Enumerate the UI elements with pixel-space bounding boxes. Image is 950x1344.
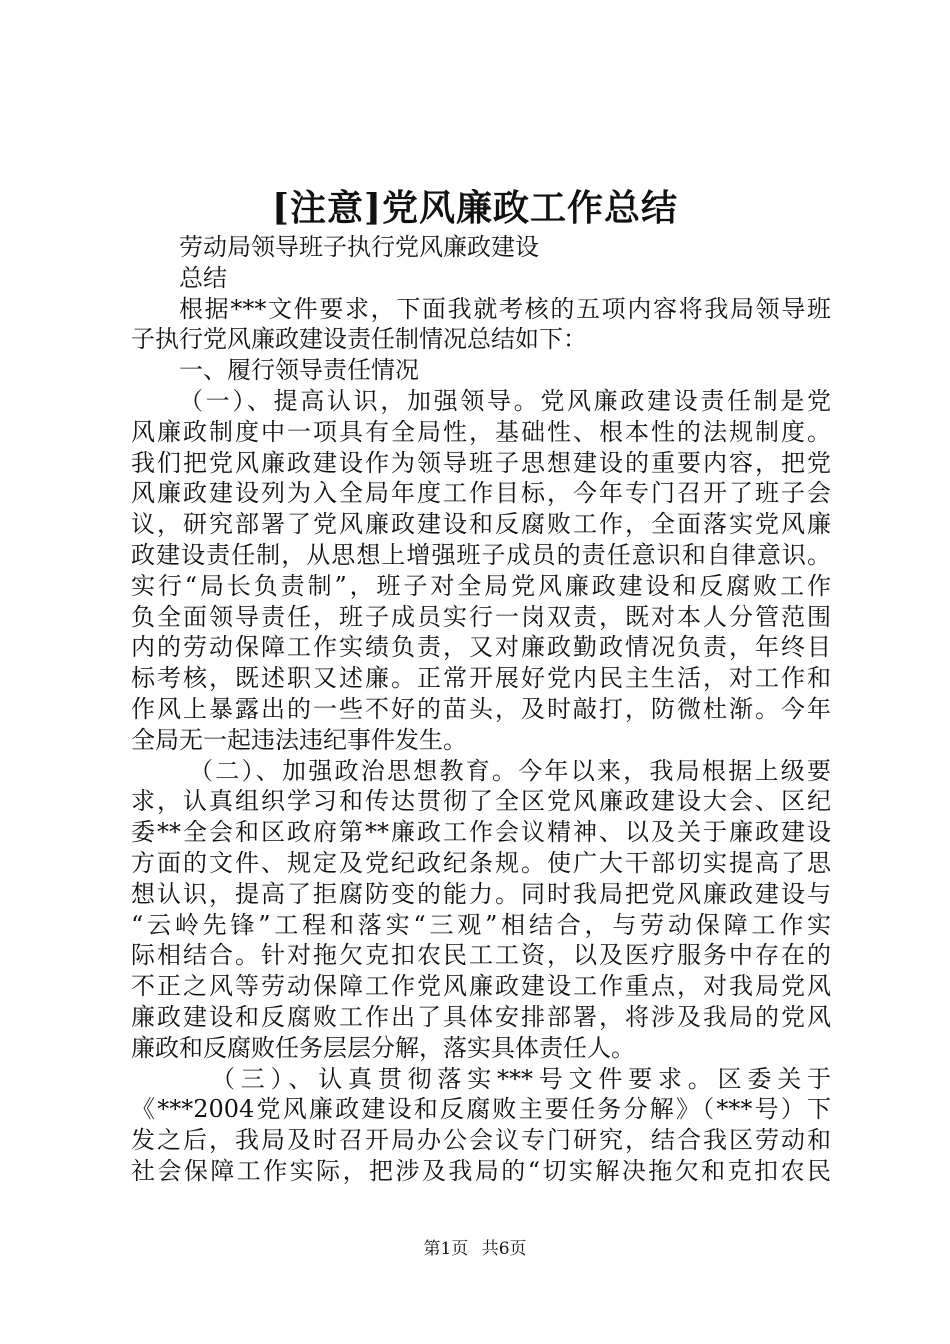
text-line: 廉政和反腐败任务层层分解，落实具体责任人。 xyxy=(131,1033,635,1062)
text-line: 委**全会和区政府第**廉政工作会议精神、以及关于廉政建设 xyxy=(131,818,831,847)
text-line: 标考核，既述职又述廉。正常开展好党内民主生活，对工作和 xyxy=(131,664,831,693)
text-line: 求，认真组织学习和传达贯彻了全区党风廉政建设大会、区纪 xyxy=(131,787,831,816)
text-line: 根据***文件要求，下面我就考核的五项内容将我局领导班 xyxy=(179,294,831,323)
text-line: 际相结合。针对拖欠克扣农民工工资，以及医疗服务中存在的 xyxy=(131,941,831,970)
text-line: 政建设责任制，从思想上增强班子成员的责任意识和自律意识。 xyxy=(131,540,831,569)
text-line: 发之后，我局及时召开局办公会议专门研究，结合我区劳动和 xyxy=(131,1126,831,1155)
text-line: 实行“局长负责制”，班子对全局党风廉政建设和反腐败工作 xyxy=(131,571,831,600)
text-line: 全局无一起违法违纪事件发生。 xyxy=(131,725,467,754)
page-number: 第1页 xyxy=(423,1239,469,1259)
text-line: 劳动局领导班子执行党风廉政建设 xyxy=(179,233,539,261)
text-line: “云岭先锋”工程和落实“三观”相结合，与劳动保障工作实 xyxy=(131,910,831,939)
text-line: 不正之风等劳动保障工作党风廉政建设工作重点，对我局党风 xyxy=(131,972,831,1001)
text-line: 作风上暴露出的一些不好的苗头，及时敲打，防微杜渐。今年 xyxy=(131,694,831,723)
text-line: 风廉政建设列为入全局年度工作目标，今年专门召开了班子会 xyxy=(131,479,831,508)
text-line: 想认识，提高了拒腐防变的能力。同时我局把党风廉政建设与 xyxy=(131,879,831,908)
text-line: 风廉政制度中一项具有全局性，基础性、根本性的法规制度。 xyxy=(131,417,831,446)
text-line: 负全面领导责任，班子成员实行一岗双责，既对本人分管范围 xyxy=(131,602,831,631)
text-line: （三）、认真贯彻落实***号文件要求。区委关于 xyxy=(211,1064,831,1093)
text-line: （二）、加强政治思想教育。今年以来，我局根据上级要 xyxy=(189,756,831,785)
text-line: 廉政建设和反腐败工作出了具体安排部署，将涉及我局的党风 xyxy=(131,1002,831,1031)
text-line: 方面的文件、规定及党纪政纪条规。使广大干部切实提高了思 xyxy=(131,848,831,877)
text-line: 社会保障工作实际，把涉及我局的“切实解决拖欠和克扣农民 xyxy=(131,1156,831,1185)
page-footer xyxy=(0,1237,950,1261)
text-line: 内的劳动保障工作实绩负责，又对廉政勤政情况负责，年终目 xyxy=(131,633,831,662)
text-line: 我们把党风廉政建设作为领导班子思想建设的重要内容，把党 xyxy=(131,448,831,477)
text-line: （一）、提高认识，加强领导。党风廉政建设责任制是党 xyxy=(179,386,831,415)
text-line: 《***2004党风廉政建设和反腐败主要任务分解》（***号）下 xyxy=(131,1095,831,1124)
text-line: 子执行党风廉政建设责任制情况总结如下： xyxy=(131,325,587,354)
document-body xyxy=(131,232,831,1187)
page-title: [注意]党风廉政工作总结 xyxy=(271,187,679,229)
text-line: 一、履行领导责任情况 xyxy=(179,356,419,385)
page-total: 共6页 xyxy=(481,1239,527,1259)
text-line: 议，研究部署了党风廉政建设和反腐败工作，全面落实党风廉 xyxy=(131,510,831,539)
text-line: 总结 xyxy=(179,263,227,292)
